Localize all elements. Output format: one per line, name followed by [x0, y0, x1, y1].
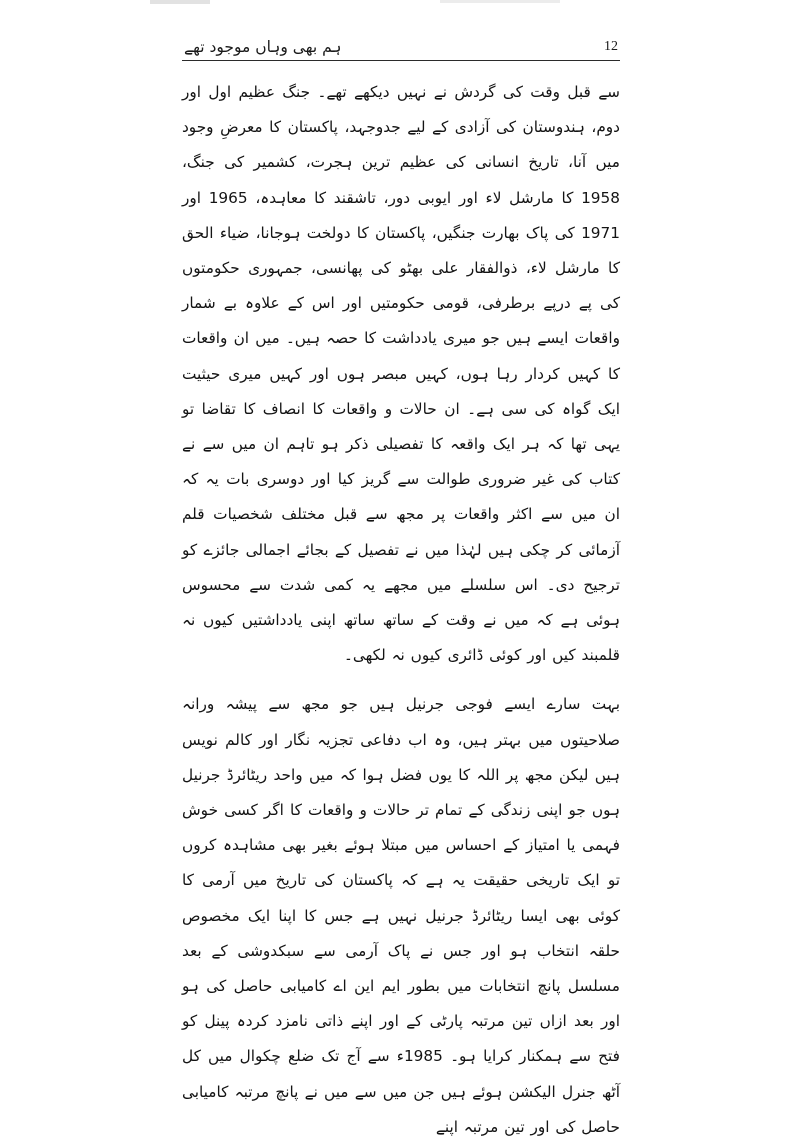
body-text [182, 75, 620, 1145]
paragraph: بہت سارے ایسے فوجی جرنیل ہیں جو مجھ سے پیشہ ورانہ صلاحیتوں میں بہتر ہیں، وہ اب دفاعی تجزیہ نگار اور کالم نویس ہیں لیکن مجھ پر اللہ کا یوں فضل ہوا کہ میں واحد ریٹائرڈ جرنیل ہوں جو اپنی زندگی کے تمام تر حالات و واقعات کا اگر کسی خوش فہمی یا امتیاز کے احساس میں مبتلا ہوئے بغیر بھی مشاہدہ کروں تو ایک تاریخی حقیقت یہ ہے کہ پاکستان کی تاریخ میں آرمی کا کوئی بھی ایسا ریٹائرڈ جرنیل نہیں ہے جس کا اپنا ایک مخصوص حلقہ انتخاب ہو اور جس نے پاک آرمی سے سبکدوشی کے بعد مسلسل پانچ انتخابات میں بطور ایم این اے کامیابی حاصل کی ہو اور بعد ازاں تین مرتبہ پارٹی کے اور اپنے ذاتی نامزد کردہ پینل کو فتح سے ہمکنار کرایا ہو۔ 1985ء سے آج تک ضلع چکوال میں کل آٹھ جنرل الیکشن ہوئے ہیں جن میں سے میں نے پانچ مرتبہ کامیابی حاصل کی اور تین مرتبہ اپنے [182, 695, 620, 1136]
scan-edge-top-artifact [0, 0, 800, 10]
running-title: ہم بھی وہاں موجود تھے [184, 38, 342, 56]
header-divider-rule [182, 60, 620, 61]
page-sheet [182, 22, 620, 1136]
page-header [182, 22, 620, 56]
scan-edge-bottom-artifact [0, 794, 800, 800]
paragraph: سے قبل وقت کی گردش نے نہیں دیکھے تھے۔ جنگ عظیم اول اور دوم، ہندوستان کی آزادی کے لیے جدوجہد، پاکستان کا معرضِ وجود میں آنا، تاریخ انسانی کی عظیم ترین ہجرت، کشمیر کی جنگ، 1958 کا مارشل لاء اور ایوبی دور، تاشقند کا معاہدہ، 1965 اور 1971 کی پاک بھارت جنگیں، پاکستان کا دولخت ہوجانا، ضیاء الحق کا مارشل لاء، ذوالفقار علی بھٹو کی پھانسی، جمہوری حکومتوں کی پے درپے برطرفی، قومی حکومتیں اور اس کے علاوہ بے شمار واقعات ایسے ہیں جو میری یادداشت کا حصہ ہیں۔ میں ان واقعات کا کہیں کردار رہا ہوں، کہیں مبصر ہوں اور کہیں میری حیثیت ایک گواہ کی سی ہے۔ ان حالات و واقعات کا انصاف کا تقاضا تو یہی تھا کہ ہر ایک واقعہ کا تفصیلی ذکر ہو تاہم ان میں سے نے کتاب کی غیر ضروری طوالت سے گریز کیا اور دوسری بات یہ کہ ان میں سے اکثر واقعات پر مجھ سے قبل مختلف شخصیات قلم آزمائی کر چکی ہیں لہٰذا میں نے تفصیل کے بجائے اجمالی جائزے کو ترجیح دی۔ اس سلسلے میں مجھے یہ کمی شدت سے محسوس ہوئی ہے کہ میں نے وقت کے ساتھ ساتھ اپنی یادداشتیں کیوں نہ قلمبند کیں اور کوئی ڈائری کیوں نہ لکھی۔ [182, 83, 620, 665]
page-number: 12 [604, 39, 618, 54]
